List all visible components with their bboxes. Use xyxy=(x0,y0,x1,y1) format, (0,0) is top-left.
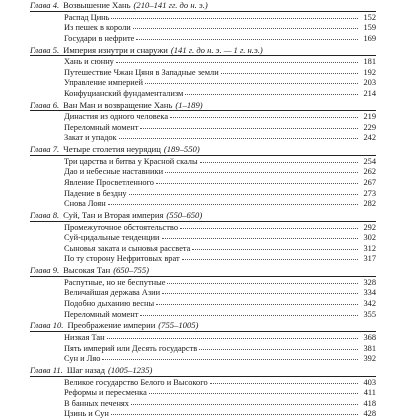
dot-leader xyxy=(129,187,358,195)
dot-leader xyxy=(156,297,358,305)
table-of-contents xyxy=(30,0,376,419)
toc-page-number: 411 xyxy=(363,388,376,398)
toc-entry-title: Падение в бездну xyxy=(64,188,127,198)
chapter-dates: (1–189) xyxy=(175,99,203,110)
toc-entry-title: Государи в нефрите xyxy=(64,33,135,43)
toc-entry-title: Подобно дыханию весны xyxy=(64,298,155,308)
toc-entry-title: Три царства и битва у Красной скалы xyxy=(64,156,198,166)
toc-page-number: 273 xyxy=(363,188,376,198)
toc-page-number: 242 xyxy=(363,133,376,143)
toc-page-number: 181 xyxy=(363,57,376,67)
toc-page-number: 292 xyxy=(363,222,376,232)
chapter-title: Ван Ман и возвращение Хань xyxy=(63,99,173,110)
toc-entry-title: Путешествие Чжан Цяня в Западные земли xyxy=(64,67,219,77)
chapter-dates: (141 г. до н. э. — 1 г. н.э.) xyxy=(170,44,263,55)
dot-leader xyxy=(200,155,358,163)
dot-leader xyxy=(210,376,358,384)
dot-leader xyxy=(136,32,358,40)
toc-entry-title: Династия из одного человека xyxy=(64,112,169,122)
toc-entry-title: Дао и небесные наставники xyxy=(64,167,164,177)
toc-entry[interactable] xyxy=(30,253,376,264)
toc-page-number: 267 xyxy=(363,178,376,188)
toc-entry[interactable] xyxy=(30,132,376,143)
dot-leader xyxy=(107,331,358,339)
dot-leader xyxy=(119,131,358,139)
dot-leader xyxy=(111,407,358,415)
toc-entry[interactable] xyxy=(30,353,376,364)
toc-entry-title: Сыновья заката и сыновья рассвета xyxy=(64,243,191,253)
toc-page-number: 381 xyxy=(363,343,376,353)
toc-page-number: 152 xyxy=(363,12,376,22)
chapter-number: Глава 8. xyxy=(30,210,60,221)
toc-entry-title: Цзинь и Сун xyxy=(64,409,109,419)
chapter-number: Глава 11. xyxy=(30,365,63,376)
chapter-dates: (1005–1235) xyxy=(107,365,153,376)
dot-leader xyxy=(108,197,358,205)
dot-leader xyxy=(102,352,358,360)
toc-page-number: 312 xyxy=(363,243,376,253)
dot-leader xyxy=(149,386,358,394)
toc-entry[interactable] xyxy=(30,88,376,99)
toc-page-number: 317 xyxy=(363,254,376,264)
toc-entry-title: Хань и сюнну xyxy=(64,57,114,67)
dot-leader xyxy=(116,55,358,63)
toc-entry-title: По ту сторону Нефритовых врат xyxy=(64,254,180,264)
dot-leader xyxy=(199,342,358,350)
chapter-dates: (755–1005) xyxy=(158,320,199,331)
toc-page-number: 403 xyxy=(363,377,376,387)
toc-page-number: 418 xyxy=(363,398,376,408)
toc-page-number: 169 xyxy=(363,33,376,43)
toc-entry-title: Распад Цинь xyxy=(64,12,110,22)
toc-entry-title: Из пешек в короли xyxy=(64,23,131,33)
toc-page-number: 219 xyxy=(363,112,376,122)
toc-entry-title: Переломный момент xyxy=(64,309,139,319)
chapter-number: Глава 7. xyxy=(30,144,60,155)
toc-entry-title: Управление империей xyxy=(64,78,143,88)
dot-leader xyxy=(140,121,358,129)
chapter-dates: (210–141 гг. до н. э.) xyxy=(133,0,208,10)
chapter-dates: (189–550) xyxy=(163,144,200,155)
dot-leader xyxy=(180,221,358,229)
chapter-dates: (650–755) xyxy=(113,265,149,276)
dot-leader xyxy=(165,165,358,173)
dot-leader xyxy=(156,176,358,184)
toc-entry[interactable] xyxy=(30,309,376,320)
toc-entry-title: Переломный момент xyxy=(64,122,139,132)
toc-entry-title: Снова Лоян xyxy=(64,199,106,209)
toc-page-number: 262 xyxy=(363,167,376,177)
chapter-number: Глава 10. xyxy=(30,320,64,331)
toc-page-number: 214 xyxy=(363,88,376,98)
toc-page-number: 159 xyxy=(363,23,376,33)
toc-entry-title: Сун и Ляо xyxy=(64,354,101,364)
toc-entry[interactable] xyxy=(30,408,376,419)
dot-leader xyxy=(162,286,358,294)
chapter-title: Возвышение Хань xyxy=(63,0,131,10)
toc-page-number: 229 xyxy=(363,122,376,132)
toc-entry-title: Реформы и пересменка xyxy=(64,388,147,398)
toc-page-number: 392 xyxy=(363,354,376,364)
toc-entry-title: Конфуцианский фундаментализм xyxy=(64,88,184,98)
dot-leader xyxy=(185,87,358,95)
chapter-number: Глава 9. xyxy=(30,265,60,276)
toc-page-number: 254 xyxy=(363,156,376,166)
dot-leader xyxy=(182,252,358,260)
toc-page-number: 334 xyxy=(363,288,376,298)
chapter-number: Глава 4. xyxy=(30,0,60,10)
toc-entry-title: В банных печенях xyxy=(64,398,129,408)
toc-entry-title: Закат и упадок xyxy=(64,133,117,143)
dot-leader xyxy=(133,21,358,29)
toc-entry-title: Суй-цидальные тенденции xyxy=(64,233,160,243)
toc-entry-title: Распутные, но не беспутные xyxy=(64,277,166,287)
toc-entry-title: Пять империй или Десять государств xyxy=(64,343,198,353)
chapter-title: Преображение империи xyxy=(67,320,156,331)
toc-entry-title: Низкая Тан xyxy=(64,332,105,342)
toc-page-number: 328 xyxy=(363,277,376,287)
chapter-title: Шаг назад xyxy=(66,365,105,376)
toc-entry-title: Промежуточное обстоятельство xyxy=(64,222,179,232)
dot-leader xyxy=(170,110,358,118)
toc-entry[interactable] xyxy=(30,33,376,44)
chapter-title: Четыре столетия неурядиц xyxy=(63,144,161,155)
chapter-title: Высокая Тан xyxy=(63,265,111,276)
dot-leader xyxy=(162,231,358,239)
dot-leader xyxy=(192,242,358,250)
dot-leader xyxy=(167,276,358,284)
toc-entry-title: Явление Просветленного xyxy=(64,178,154,188)
chapter-number: Глава 6. xyxy=(30,99,60,110)
toc-entry-title: Великое государство Белого и Высокого xyxy=(64,377,208,387)
chapter-number: Глава 5. xyxy=(30,44,60,55)
toc-page-number: 302 xyxy=(363,233,376,243)
dot-leader xyxy=(140,308,358,316)
toc-page-number: 282 xyxy=(363,199,376,209)
dot-leader xyxy=(145,76,358,84)
toc-entry[interactable] xyxy=(30,198,376,209)
dot-leader xyxy=(111,11,358,19)
toc-page-number: 342 xyxy=(363,298,376,308)
toc-page-number: 428 xyxy=(363,409,376,419)
toc-page-number: 368 xyxy=(363,332,376,342)
chapter-title: Суй, Тан и Вторая империя xyxy=(63,210,164,221)
dot-leader xyxy=(131,397,358,405)
chapter-dates: (550–650) xyxy=(166,210,203,221)
chapter-title: Империя изнутри и снаружи xyxy=(63,44,168,55)
toc-page-number: 203 xyxy=(363,78,376,88)
toc-entry-title: Величайшая держава Азии xyxy=(64,288,161,298)
dot-leader xyxy=(221,66,358,74)
toc-page-number: 192 xyxy=(363,67,376,77)
toc-page-number: 355 xyxy=(363,309,376,319)
